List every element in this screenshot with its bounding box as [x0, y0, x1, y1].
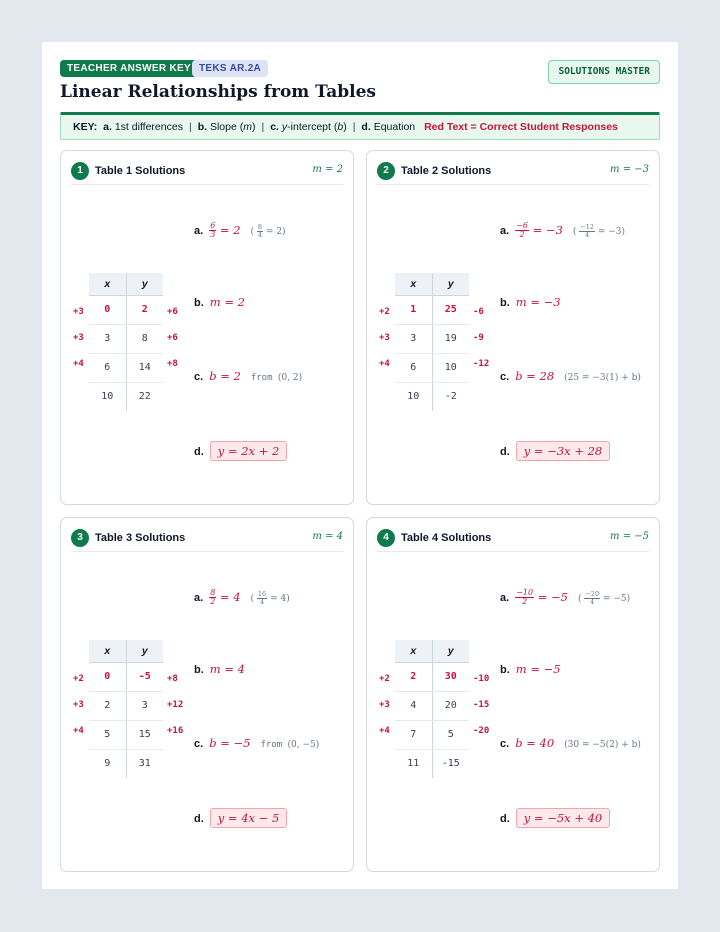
key-separator: |	[352, 121, 356, 133]
key-b-letter: b.	[197, 121, 208, 133]
table-row	[395, 353, 469, 382]
y-cell: -5	[126, 662, 163, 691]
key-red-text-note: Red Text = Correct Student Responses	[424, 121, 618, 133]
y-cell: 5	[432, 720, 469, 749]
table-row	[89, 720, 163, 749]
table-row	[395, 691, 469, 720]
solution-card	[60, 150, 354, 505]
card-number: 3	[71, 529, 89, 547]
slope-tag: m = −3	[610, 164, 649, 175]
table-row	[89, 353, 163, 382]
card-title: Table 2 Solutions	[401, 165, 492, 177]
y-cell: 20	[432, 691, 469, 720]
slope-tag: m = 4	[312, 531, 343, 542]
y-difference: -12	[473, 359, 490, 369]
card-title: Table 1 Solutions	[95, 165, 186, 177]
equation-box: y = 2x + 2	[210, 441, 288, 461]
card-header	[71, 528, 343, 552]
key-separator: |	[261, 121, 265, 133]
card-header	[71, 161, 343, 185]
y-difference: -9	[473, 333, 484, 343]
answer-b: b. m = −3	[500, 295, 561, 309]
table-row	[89, 691, 163, 720]
equation-box: y = 4x − 5	[210, 808, 288, 828]
table-row	[89, 382, 163, 411]
solutions-master-badge: SOLUTIONS MASTER	[548, 60, 660, 84]
y-cell: 14	[126, 353, 163, 382]
y-difference: +16	[167, 726, 184, 736]
x-cell: 3	[395, 324, 432, 353]
key-b-text: Slope (m)	[209, 121, 256, 133]
y-cell: -2	[444, 391, 457, 403]
values-table	[89, 273, 163, 411]
x-difference: +4	[73, 359, 84, 369]
x-difference: +3	[73, 700, 84, 710]
x-difference: +2	[379, 307, 390, 317]
y-difference: +8	[167, 359, 178, 369]
y-difference: +8	[167, 674, 178, 684]
x-cell: 4	[395, 691, 432, 720]
x-cell: 9	[89, 749, 126, 778]
x-difference: +3	[73, 307, 84, 317]
x-cell: 6	[395, 353, 432, 382]
x-cell: 11	[395, 749, 432, 778]
x-difference: +4	[379, 726, 390, 736]
solution-card	[366, 150, 660, 505]
answer-c: c. b = −5 from (0, −5)	[194, 736, 320, 750]
teks-badge: TEKS AR.2A	[192, 60, 268, 77]
card-title: Table 3 Solutions	[95, 532, 186, 544]
column-y-header: y	[126, 640, 163, 662]
x-difference: +3	[379, 333, 390, 343]
key-separator: |	[188, 121, 192, 133]
answer-b: b. m = 4	[194, 662, 245, 676]
x-cell: 3	[89, 324, 126, 353]
values-table	[395, 640, 469, 778]
answer-a: a. $\frac{-10}{2}$ = −5 ( $\frac{-20}{4}$ = −5)	[500, 588, 631, 606]
card-header	[377, 528, 649, 552]
x-cell: 10	[89, 382, 126, 411]
card-title: Table 4 Solutions	[401, 532, 492, 544]
answer-d: d. y = −5x + 40	[500, 808, 610, 828]
x-cell: 2	[395, 662, 432, 691]
y-difference: +6	[167, 307, 178, 317]
column-y-header: y	[126, 273, 163, 295]
column-x-header: x	[89, 640, 126, 662]
y-difference: -20	[473, 726, 490, 736]
y-cell: 31	[138, 758, 151, 770]
column-x-header: x	[395, 640, 432, 662]
y-difference: +6	[167, 333, 178, 343]
column-y-header: y	[432, 273, 469, 295]
answer-a: a. $\frac{8}{2}$ = 4 ( $\frac{16}{4}$ = 4)	[194, 588, 290, 606]
x-cell: 10	[395, 382, 432, 411]
key-d-letter: d.	[361, 121, 371, 133]
slope-tag: m = 2	[312, 164, 343, 175]
x-difference: +3	[73, 333, 84, 343]
x-difference: +4	[379, 359, 390, 369]
key-c-text: y-intercept (b)	[281, 121, 347, 133]
y-difference: -15	[473, 700, 490, 710]
x-difference: +2	[379, 674, 390, 684]
table-row	[395, 382, 469, 411]
x-cell: 0	[89, 295, 126, 324]
y-difference: -6	[473, 307, 484, 317]
table-row	[89, 295, 163, 324]
y-cell: 10	[432, 353, 469, 382]
x-cell: 5	[89, 720, 126, 749]
y-cell: -15	[441, 758, 460, 770]
key-a-letter: a.	[103, 121, 112, 133]
y-cell: 30	[432, 662, 469, 691]
table-row	[395, 295, 469, 324]
answer-key-page	[42, 42, 678, 889]
y-cell: 25	[432, 295, 469, 324]
slope-tag: m = −5	[610, 531, 649, 542]
answer-a: a. $\frac{6}{3}$ = 2 ( $\frac{8}{4}$ = 2)	[194, 221, 286, 239]
y-cell: 15	[126, 720, 163, 749]
table-row	[395, 749, 469, 778]
equation-box: y = −5x + 40	[516, 808, 610, 828]
column-x-header: x	[395, 273, 432, 295]
key-legend	[60, 112, 660, 140]
answer-d: d. y = −3x + 28	[500, 441, 610, 461]
teacher-answer-key-badge: TEACHER ANSWER KEY	[60, 60, 198, 77]
answer-d: d. y = 4x − 5	[194, 808, 287, 828]
x-cell: 0	[89, 662, 126, 691]
x-difference: +3	[379, 700, 390, 710]
solution-card	[366, 517, 660, 872]
x-cell: 2	[89, 691, 126, 720]
y-cell: 8	[126, 324, 163, 353]
column-x-header: x	[89, 273, 126, 295]
x-cell: 6	[89, 353, 126, 382]
answer-b: b. m = 2	[194, 295, 245, 309]
x-cell: 7	[395, 720, 432, 749]
answer-b: b. m = −5	[500, 662, 561, 676]
y-cell: 22	[138, 391, 151, 403]
card-number: 4	[377, 529, 395, 547]
x-cell: 1	[395, 295, 432, 324]
answer-c: c. b = 28 (25 = −3(1) + b)	[500, 369, 641, 383]
x-difference: +2	[73, 674, 84, 684]
key-a-text: 1st differences	[114, 121, 183, 133]
table-row	[395, 324, 469, 353]
card-number: 1	[71, 162, 89, 180]
y-cell: 3	[126, 691, 163, 720]
table-row	[395, 720, 469, 749]
answer-d: d. y = 2x + 2	[194, 441, 287, 461]
solution-card	[60, 517, 354, 872]
page-title: Linear Relationships from Tables	[60, 82, 376, 102]
y-difference: -10	[473, 674, 490, 684]
table-row	[395, 662, 469, 691]
answer-a: a. $\frac{-6}{2}$ = −3 ( $\frac{-12}{4}$ = −3)	[500, 221, 626, 239]
equation-box: y = −3x + 28	[516, 441, 610, 461]
y-cell: 2	[126, 295, 163, 324]
answer-c: c. b = 40 (30 = −5(2) + b)	[500, 736, 641, 750]
table-row	[89, 662, 163, 691]
table-row	[89, 749, 163, 778]
values-table	[89, 640, 163, 778]
y-difference: +12	[167, 700, 184, 710]
card-header	[377, 161, 649, 185]
key-d-text: Equation	[373, 121, 416, 133]
values-table	[395, 273, 469, 411]
column-y-header: y	[432, 640, 469, 662]
answer-c: c. b = 2 from (0, 2)	[194, 369, 303, 383]
key-c-letter: c.	[270, 121, 279, 133]
x-difference: +4	[73, 726, 84, 736]
y-cell: 19	[432, 324, 469, 353]
key-label: KEY:	[73, 121, 98, 133]
card-number: 2	[377, 162, 395, 180]
table-row	[89, 324, 163, 353]
